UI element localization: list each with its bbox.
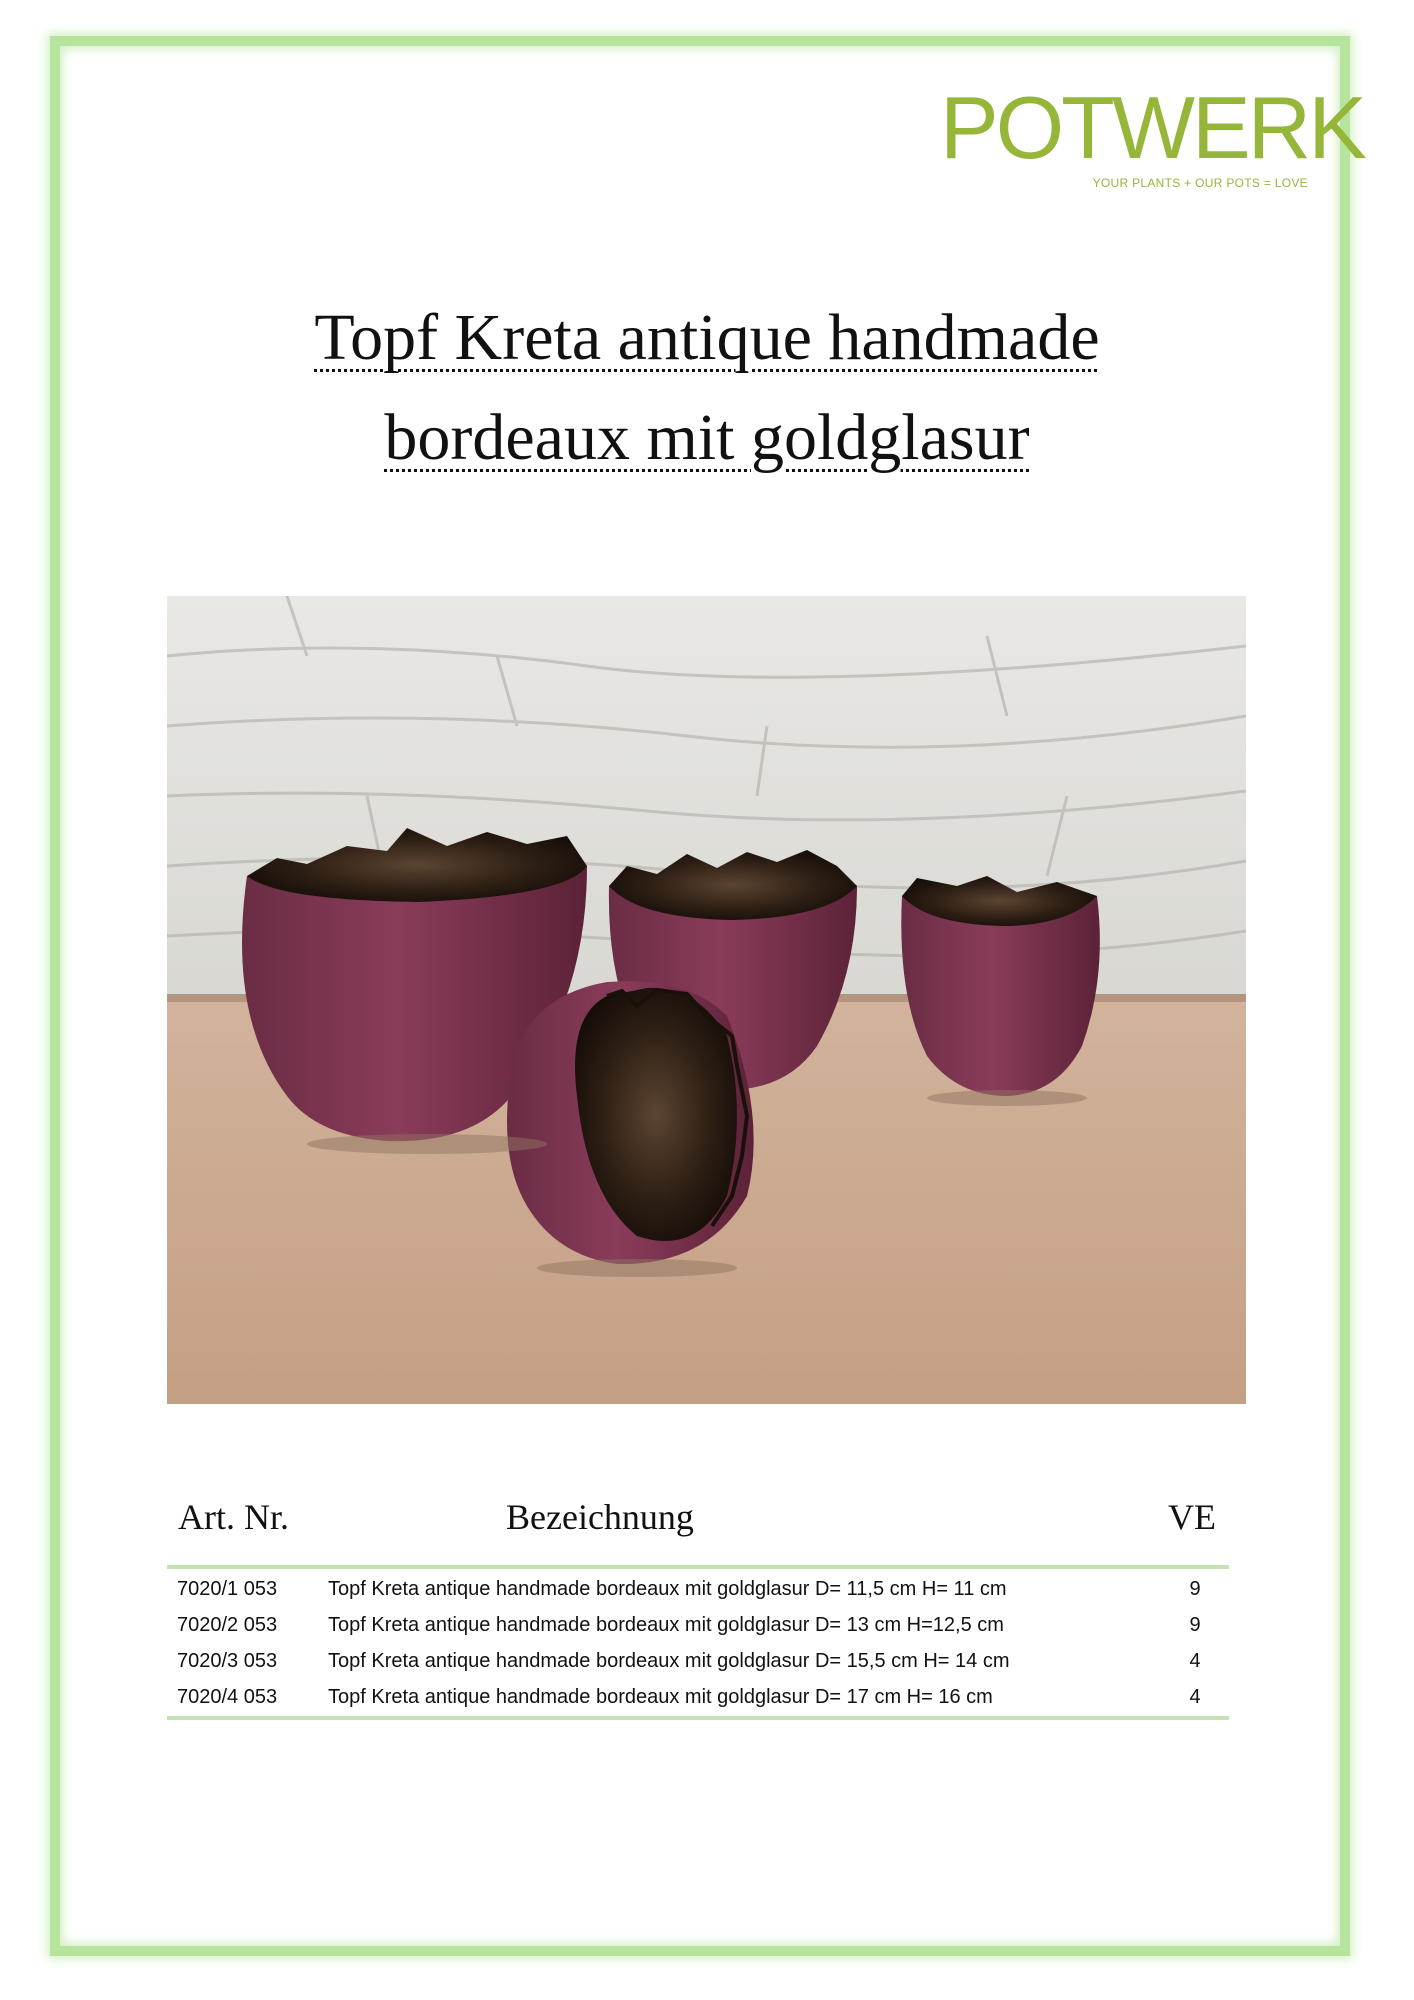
title-line-1: Topf Kreta antique handmade: [314, 301, 1100, 374]
row-ve: 9: [1189, 1578, 1201, 1600]
header-bezeichnung: Bezeichnung: [506, 1497, 694, 1537]
product-photo: [167, 596, 1246, 1404]
table-top-rule: [167, 1565, 1229, 1569]
row-bezeichnung: Topf Kreta antique handmade bordeaux mit goldglasur D= 17 cm H= 16 cm: [328, 1686, 993, 1708]
row-ve: 4: [1189, 1686, 1201, 1708]
page-title: [180, 288, 1234, 488]
row-art-nr: 7020/3 053: [177, 1650, 278, 1672]
row-art-nr: 7020/4 053: [177, 1686, 278, 1708]
row-ve: 4: [1189, 1650, 1201, 1672]
potwerk-logo: [940, 78, 1364, 194]
table-row: [167, 1680, 1229, 1716]
pot-front: [507, 981, 754, 1264]
logo-tagline: YOUR PLANTS + OUR POTS = LOVE: [1092, 176, 1308, 190]
row-bezeichnung: Topf Kreta antique handmade bordeaux mit goldglasur D= 13 cm H=12,5 cm: [328, 1614, 1004, 1636]
logo-wordmark: POTWERK: [940, 78, 1364, 177]
table-row: [167, 1572, 1229, 1608]
row-art-nr: 7020/1 053: [177, 1578, 278, 1600]
header-art-nr: Art. Nr.: [178, 1497, 289, 1537]
header-ve: VE: [1168, 1497, 1216, 1537]
row-ve: 9: [1189, 1614, 1201, 1636]
table-row: [167, 1644, 1229, 1680]
row-bezeichnung: Topf Kreta antique handmade bordeaux mit goldglasur D= 15,5 cm H= 14 cm: [328, 1650, 1010, 1672]
row-bezeichnung: Topf Kreta antique handmade bordeaux mit goldglasur D= 11,5 cm H= 11 cm: [328, 1578, 1007, 1600]
table-row: [167, 1608, 1229, 1644]
title-line-2: bordeaux mit goldglasur: [384, 401, 1030, 474]
row-art-nr: 7020/2 053: [177, 1614, 278, 1636]
table-bottom-rule: [167, 1716, 1229, 1720]
